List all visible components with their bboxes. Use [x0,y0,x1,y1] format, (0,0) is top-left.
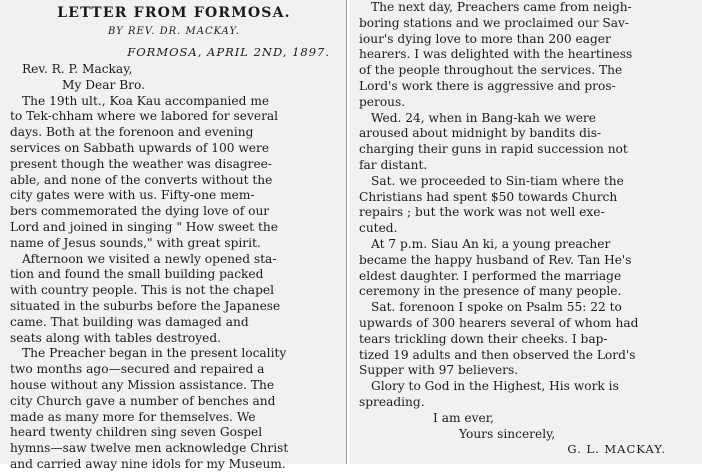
text-line: days. Both at the forenoon and evening [10,125,254,140]
text-line: Supper with 97 believers. [359,363,519,378]
text-line: Sat. we proceeded to Sin-tiam where the [371,173,624,188]
dateline: FORMOSA, APRIL 2ND, 1897. [127,45,330,59]
text-line: tears trickling down their cheeks. I bap- [359,331,608,346]
text-line: able, and none of the converts without the [10,172,273,187]
text-line: house without any Mission assistance. The [10,377,275,392]
article-title: LETTER FROM FORMOSA. [57,5,291,21]
text-line: with country people. This is not the chapel [10,283,274,298]
text-line: tized 19 adults and then observed the Lord's [359,347,636,362]
text-line: perous. [359,94,406,109]
text-line: made as many more for themselves. We [10,409,256,424]
text-line: Christians had spent $50 towards Church [359,189,618,204]
text-line: repairs ; but the work was not well exe- [359,205,605,220]
text-line: Afternoon we visited a newly opened sta- [22,251,277,266]
text-line: hearers. I was delighted with the heartiness [359,47,633,62]
text-line: city gates were with us. Fifty-one mem- [10,188,255,203]
text-line: hymns—saw twelve men acknowledge Christ [10,441,289,456]
text-line: ceremony in the presence of many people. [359,284,622,299]
text-line: charging their guns in rapid succession not [359,142,628,157]
text-line: situated in the suburbs before the Japanese [10,298,281,313]
text-line: spreading. [359,394,425,409]
signature: G. L. MACKAY. [567,442,666,457]
addressee: Rev. R. P. Mackay, [22,62,133,76]
text-line: Glory to God in the Highest, His work is [371,379,619,394]
text-line: iour's dying love to more than 200 eager [359,31,611,46]
byline: BY REV. DR. MACKAY. [107,26,240,37]
text-line: Lord and joined in singing " How sweet the [10,219,278,234]
text-line: Sat. forenoon I spoke on Psalm 55: 22 to [371,300,622,315]
text-line: tion and found the small building packed [10,267,264,282]
text-line: The Preacher began in the present locality [22,346,287,361]
text-line: seats along with tables destroyed. [10,330,222,345]
text-line: far distant. [359,157,428,172]
left-column [0,0,347,471]
text-line: became the happy husband of Rev. Tan He's [359,252,632,267]
right-column [349,0,702,464]
text-line: The next day, Preachers came from neigh- [371,0,632,14]
text-line: At 7 p.m. Siau An ki, a young preacher [371,236,611,251]
text-line: The 19th ult., Koa Kau accompanied me [22,93,270,108]
text-line: two months ago—secured and repaired a [10,362,265,377]
text-line: cuted. [359,221,398,236]
text-line: to Tek-chham where we labored for several [10,109,279,124]
text-line: bers commemorated the dying love of our [10,204,270,219]
closing-line: I am ever, [433,410,495,425]
right-body-text [359,0,696,411]
text-line: came. That building was damaged and [10,314,249,329]
text-line: eldest daughter. I performed the marriage [359,268,622,283]
text-line: boring stations and we proclaimed our Sav- [359,15,630,30]
text-line: present though the weather was disagree- [10,156,273,171]
greeting: My Dear Bro. [62,77,145,92]
text-line: heard twenty children sing seven Gospel [10,425,263,440]
left-body-text [10,94,338,473]
text-line: city Church gave a number of benches and [10,393,276,408]
text-line: name of Jesus sounds," with great spirit. [10,235,261,250]
closing-sincerely: Yours sincerely, [459,426,556,441]
text-line: Lord's work there is aggressive and pros- [359,78,616,93]
text-line: upwards of 300 hearers several of whom had [359,315,639,330]
text-line: and carried away nine idols for my Museum. [10,456,286,471]
text-line: aroused about midnight by bandits dis- [359,126,602,141]
text-line: of the people throughout the services. The [359,63,623,78]
text-line: services on Sabbath upwards of 100 were [10,140,270,155]
text-line: Wed. 24, when in Bang-kah we were [371,110,596,125]
